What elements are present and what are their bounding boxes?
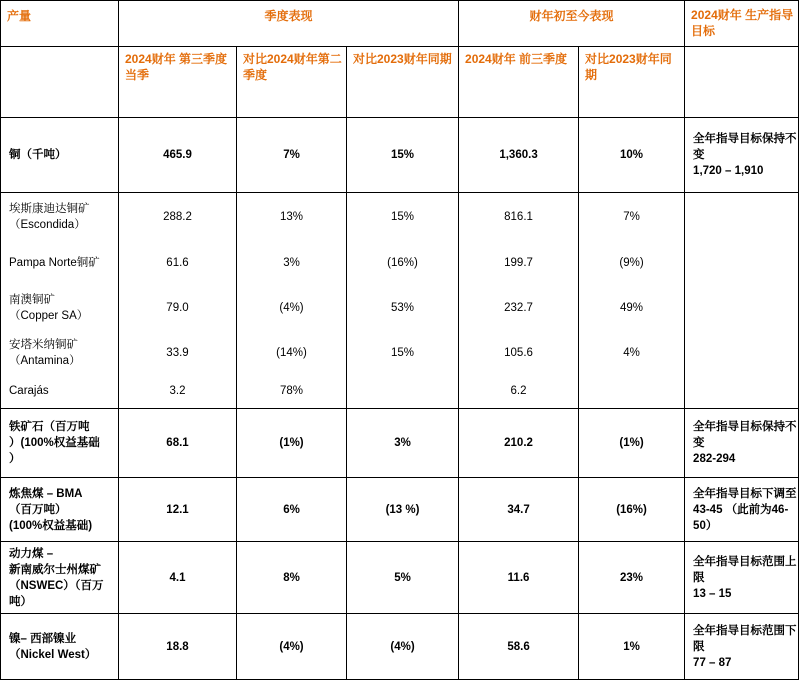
table-row-copper-sa — [1, 285, 799, 331]
cell-q3: 3.2 — [119, 375, 237, 409]
header-ytd: 财年初至今表现 — [459, 1, 685, 47]
cell-vs-2023: (13 %) — [347, 478, 459, 542]
cell-ytd-vs: 10% — [579, 118, 685, 193]
row-label-line2: （Nickel West） — [9, 648, 97, 661]
header-row-1 — [1, 1, 799, 47]
table-row-pampa — [1, 241, 799, 285]
cell-ytd-vs: (1%) — [579, 409, 685, 478]
row-label-line1: 炼焦煤 – BMA — [9, 487, 83, 500]
row-label: 铜（千吨） — [1, 118, 119, 193]
row-label-line2: （百万吨） — [9, 503, 67, 516]
cell-vs-q2: 3% — [237, 241, 347, 285]
row-label-line2: 新南威尔士州煤矿（NSWEC）（百万吨） — [9, 563, 104, 608]
header-ytd-col: 2024财年 前三季度 — [459, 47, 579, 118]
cell-ytd-vs: (9%) — [579, 241, 685, 285]
table-row-iron-ore — [1, 409, 799, 478]
cell-q3: 18.8 — [119, 614, 237, 680]
header-vs-2023: 对比2023财年同期 — [347, 47, 459, 118]
cell-vs-q2: (14%) — [237, 331, 347, 375]
cell-ytd: 11.6 — [459, 542, 579, 614]
cell-ytd: 105.6 — [459, 331, 579, 375]
guidance-range: 13 – 15 — [693, 587, 732, 600]
cell-ytd-vs: 1% — [579, 614, 685, 680]
header-q3: 2024财年 第三季度当季 — [119, 47, 237, 118]
row-label-line1: 动力煤 – — [9, 547, 54, 560]
row-label — [1, 331, 119, 375]
header-vs-q2: 对比2024财年第二季度 — [237, 47, 347, 118]
guidance-iron-ore — [685, 409, 799, 478]
cell-vs-2023: 3% — [347, 409, 459, 478]
cell-vs-2023 — [347, 375, 459, 409]
cell-vs-q2: 78% — [237, 375, 347, 409]
header-row-2 — [1, 47, 799, 118]
guidance-text: 全年指导目标范围上限 — [693, 555, 797, 584]
cell-ytd: 1,360.3 — [459, 118, 579, 193]
header-product: 产量 — [1, 1, 119, 47]
guidance-text: 全年指导目标保持不变 — [693, 421, 797, 449]
guidance-range: 77 – 87 — [693, 656, 732, 669]
table-row-copper — [1, 118, 799, 193]
guidance-text: 全年指导目标下调至 43-45 （此前为46-50） — [693, 487, 797, 532]
row-label — [1, 193, 119, 241]
row-label-line2: （Copper SA） — [9, 309, 89, 322]
cell-q3: 68.1 — [119, 409, 237, 478]
cell-vs-2023: 15% — [347, 118, 459, 193]
cell-q3: 79.0 — [119, 285, 237, 331]
row-label-line3: ） — [9, 453, 21, 465]
header-blank — [1, 47, 119, 118]
cell-ytd: 58.6 — [459, 614, 579, 680]
cell-vs-q2: 7% — [237, 118, 347, 193]
guidance-text: 全年指导目标保持不变 — [693, 133, 797, 161]
cell-q3: 465.9 — [119, 118, 237, 193]
header-ytd-vs-2023: 对比2023财年同期 — [579, 47, 685, 118]
row-label-line1: 埃斯康迪达铜矿 — [9, 202, 90, 215]
row-label-line1: 镍– 西部镍业 — [9, 632, 77, 645]
cell-vs-2023: (4%) — [347, 614, 459, 680]
cell-ytd-vs — [579, 375, 685, 409]
row-label-line1: 安塔米纳铜矿 — [9, 338, 78, 351]
cell-ytd-vs: 23% — [579, 542, 685, 614]
row-label: Pampa Norte铜矿 — [1, 241, 119, 285]
row-label-line2: （Escondida） — [9, 218, 86, 231]
cell-ytd: 232.7 — [459, 285, 579, 331]
cell-ytd: 199.7 — [459, 241, 579, 285]
row-label — [1, 409, 119, 478]
row-label-line1: 南澳铜矿 — [9, 293, 55, 306]
cell-q3: 288.2 — [119, 193, 237, 241]
cell-ytd-vs: 7% — [579, 193, 685, 241]
row-label-line3: (100%权益基础) — [9, 519, 93, 532]
row-label-line2: ）(100%权益基础 — [9, 437, 100, 449]
cell-q3: 61.6 — [119, 241, 237, 285]
cell-vs-2023: 5% — [347, 542, 459, 614]
row-label-line1: 铁矿石（百万吨 — [9, 421, 90, 433]
guidance-copper-sub-blank — [685, 193, 799, 409]
cell-vs-q2: 8% — [237, 542, 347, 614]
header-blank-guidance — [685, 47, 799, 118]
header-guidance: 2024财年 生产指导目标 — [685, 1, 799, 47]
guidance-energy-coal — [685, 542, 799, 614]
cell-ytd: 816.1 — [459, 193, 579, 241]
cell-q3: 33.9 — [119, 331, 237, 375]
header-quarterly: 季度表现 — [119, 1, 459, 47]
table-row-nickel — [1, 614, 799, 680]
cell-ytd-vs: (16%) — [579, 478, 685, 542]
cell-vs-q2: (1%) — [237, 409, 347, 478]
guidance-range: 282-294 — [693, 453, 736, 465]
cell-ytd-vs: 49% — [579, 285, 685, 331]
guidance-copper — [685, 118, 799, 193]
cell-ytd-vs: 4% — [579, 331, 685, 375]
row-label — [1, 285, 119, 331]
guidance-range: 1,720 – 1,910 — [693, 165, 764, 177]
cell-vs-2023: 53% — [347, 285, 459, 331]
cell-vs-2023: (16%) — [347, 241, 459, 285]
row-label — [1, 614, 119, 680]
cell-q3: 4.1 — [119, 542, 237, 614]
guidance-nickel — [685, 614, 799, 680]
cell-vs-q2: (4%) — [237, 285, 347, 331]
table-row-antamina — [1, 331, 799, 375]
cell-ytd: 210.2 — [459, 409, 579, 478]
cell-q3: 12.1 — [119, 478, 237, 542]
cell-ytd: 34.7 — [459, 478, 579, 542]
cell-ytd: 6.2 — [459, 375, 579, 409]
cell-vs-q2: 6% — [237, 478, 347, 542]
cell-vs-2023: 15% — [347, 331, 459, 375]
row-label: Carajás — [1, 375, 119, 409]
guidance-coking-coal — [685, 478, 799, 542]
cell-vs-2023: 15% — [347, 193, 459, 241]
row-label — [1, 542, 119, 614]
table-row-coking-coal — [1, 478, 799, 542]
table-row-escondida — [1, 193, 799, 241]
guidance-text: 全年指导目标范围下限 — [693, 624, 797, 653]
row-label — [1, 478, 119, 542]
table-row-carajas — [1, 375, 799, 409]
table-row-energy-coal — [1, 542, 799, 614]
cell-vs-q2: (4%) — [237, 614, 347, 680]
cell-vs-q2: 13% — [237, 193, 347, 241]
row-label-line2: （Antamina） — [9, 354, 81, 367]
